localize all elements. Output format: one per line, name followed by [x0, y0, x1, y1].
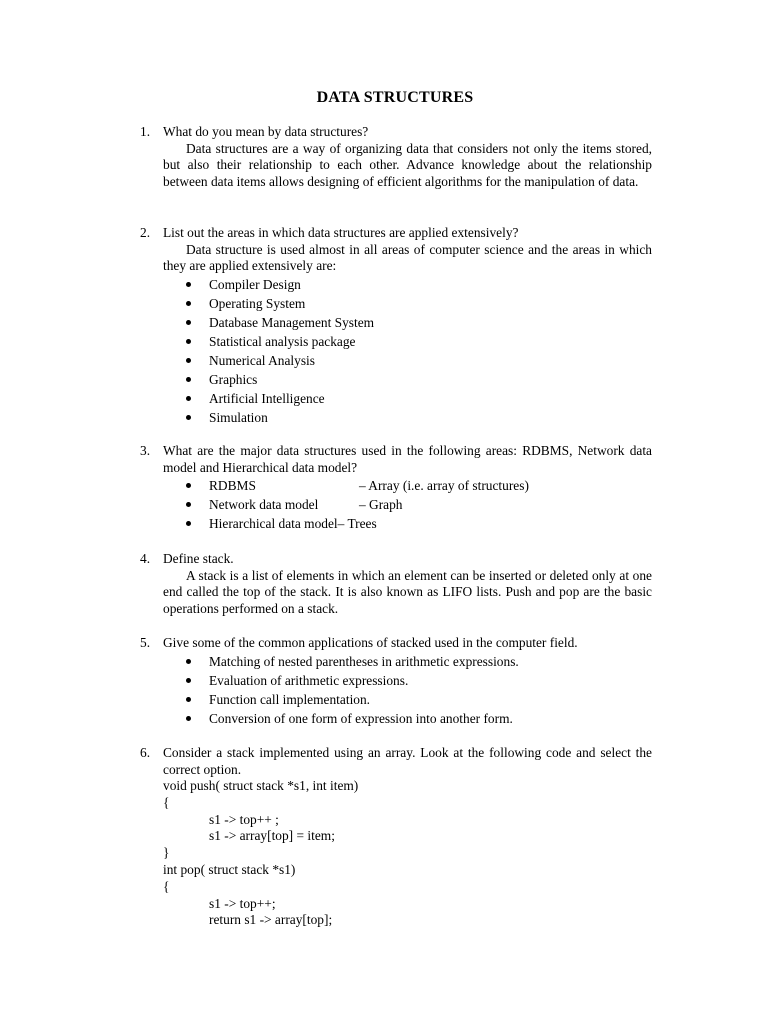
- question-3: [140, 443, 652, 533]
- list-item: Matching of nested parentheses in arithmetic expressions.: [186, 652, 652, 671]
- code-line: s1 -> top++ ;: [209, 811, 279, 827]
- question-text: Give some of the common applications of stacked used in the computer field.: [163, 635, 578, 650]
- code-line: s1 -> top++;: [209, 895, 276, 911]
- question-5-header: [140, 635, 652, 652]
- bullet-icon: [186, 339, 191, 344]
- question-number: 3.: [140, 443, 151, 458]
- question-2-header: [140, 225, 652, 242]
- bullet-icon: [186, 396, 191, 401]
- question-6-header: [140, 745, 652, 778]
- list-item: Artificial Intelligence: [186, 389, 652, 408]
- code-line: s1 -> array[top] = item;: [209, 828, 335, 844]
- code-line: {: [163, 794, 170, 810]
- question-text: What do you mean by data structures?: [163, 124, 369, 139]
- question-number: 1.: [140, 124, 151, 139]
- bullet-icon: [186, 377, 191, 382]
- question-number: 4.: [140, 551, 151, 566]
- bullet-list: [140, 652, 652, 728]
- question-4-header: [140, 551, 652, 568]
- code-line: int pop( struct stack *s1): [163, 861, 296, 877]
- bullet-icon: [186, 282, 191, 287]
- code-line: void push( struct stack *s1, int item): [163, 778, 359, 793]
- list-item: Statistical analysis package: [186, 332, 652, 351]
- list-item: Graphics: [186, 370, 652, 389]
- question-4: [140, 551, 652, 617]
- code-line: }: [163, 845, 170, 861]
- list-item: Function call implementation.: [186, 690, 652, 709]
- list-item: Simulation: [186, 408, 652, 427]
- page-title: DATA STRUCTURES: [316, 89, 474, 106]
- bullet-icon: [186, 483, 191, 488]
- bullet-icon: [186, 697, 191, 702]
- answer-text: Data structures are a way of organizing data that considers not only the items stored, but also their relationship to each other. Advance knowledge about the relationship between data items allows designing of efficient algorithms for the manipulation of data.: [163, 140, 652, 189]
- question-text: Define stack.: [163, 551, 234, 566]
- answer-text: Data structure is used almost in all areas of computer science and the areas in which they are applied extensively are:: [163, 241, 652, 273]
- list-item: Compiler Design: [186, 275, 652, 294]
- list-item: Database Management System: [186, 313, 652, 332]
- bullet-icon: [186, 320, 191, 325]
- question-text: Consider a stack implemented using an array. Look at the following code and select the correct option.: [163, 745, 652, 777]
- answer-paragraph: [140, 141, 652, 191]
- question-6: [140, 745, 652, 929]
- question-1-header: [140, 124, 652, 141]
- list-item: Network data model – Graph: [186, 495, 652, 514]
- bullet-icon: [186, 358, 191, 363]
- question-text: What are the major data structures used in the following areas: RDBMS, Network data model and Hierarchical data model?: [163, 443, 652, 475]
- answer-paragraph: [140, 242, 652, 275]
- answer-paragraph: [140, 568, 652, 618]
- code-line: return s1 -> array[top];: [209, 912, 333, 928]
- code-block: [140, 778, 652, 929]
- bullet-list: [140, 275, 652, 427]
- question-3-header: [140, 443, 652, 476]
- code-line: {: [163, 878, 170, 894]
- list-item: Hierarchical data model– Trees: [186, 514, 652, 533]
- question-2: [140, 225, 652, 427]
- bullet-list: [140, 476, 652, 533]
- question-text: List out the areas in which data structures are applied extensively?: [163, 225, 519, 240]
- question-number: 2.: [140, 225, 151, 240]
- question-number: 5.: [140, 635, 151, 650]
- bullet-icon: [186, 678, 191, 683]
- list-item: Numerical Analysis: [186, 351, 652, 370]
- list-item: Evaluation of arithmetic expressions.: [186, 671, 652, 690]
- question-1: [140, 124, 652, 190]
- list-item: Operating System: [186, 294, 652, 313]
- answer-text: A stack is a list of elements in which an element can be inserted or deleted only at one end called the top of the stack. It is also known as LIFO lists. Push and pop are the basic operations performed on a stack.: [163, 567, 652, 616]
- question-number: 6.: [140, 745, 151, 760]
- bullet-icon: [186, 301, 191, 306]
- bullet-icon: [186, 716, 191, 721]
- bullet-icon: [186, 415, 191, 420]
- list-item: Conversion of one form of expression into another form.: [186, 709, 652, 728]
- bullet-icon: [186, 502, 191, 507]
- question-5: [140, 635, 652, 728]
- bullet-icon: [186, 521, 191, 526]
- bullet-icon: [186, 659, 191, 664]
- list-item: RDBMS – Array (i.e. array of structures): [186, 476, 652, 495]
